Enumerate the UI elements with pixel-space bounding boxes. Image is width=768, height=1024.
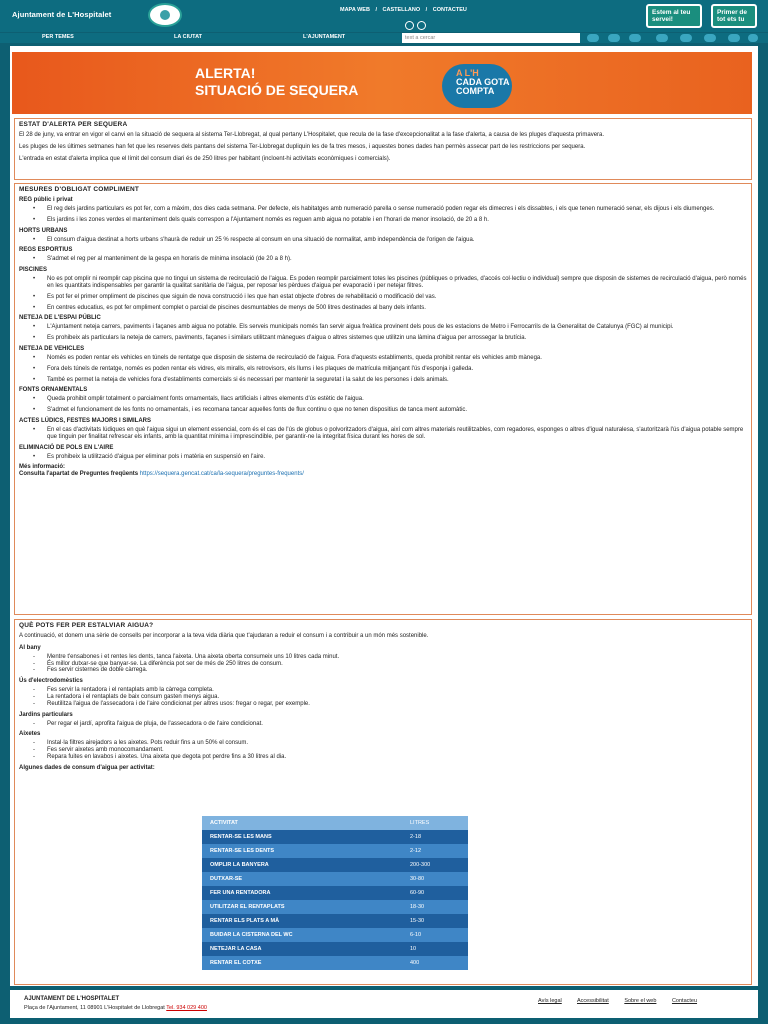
campaign-line2: CADA GOTA: [456, 77, 510, 87]
banner-line2: SITUACIÓ DE SEQUERA: [195, 82, 359, 98]
section-list: [47, 427, 747, 441]
consumption-table: [202, 816, 468, 970]
measures-box: [14, 183, 752, 615]
facebook-icon[interactable]: [405, 21, 414, 30]
alert-paragraph: El 28 de juny, va entrar en vigor el canvi en la situació de sequera al sistema Ter-Llobregat, al qual pertany L'Hospitalet, que recula de la fase d'excepcionalitat a la fase d'alerta, a causa de les pluges d'aquesta primavera.: [19, 132, 605, 138]
list-item: • El reg dels jardins particulars es pot fer, com a màxim, dos dies cada setmana. Per defecte, els habitatges amb numeració parella o sense numeració poden regar els dimecres i els dissabtes, i els que tenen numeració senar, els dijous i els diumenges.: [47, 206, 747, 213]
table-row: [202, 844, 468, 858]
about-link[interactable]: Sobre el web: [624, 998, 657, 1004]
table-row: [202, 928, 468, 942]
activity-cell: OMPLIR LA BANYERA: [210, 862, 269, 868]
tips-list: [15, 645, 751, 761]
activity-cell: FER UNA RENTADORA: [210, 890, 271, 896]
table-row: [202, 830, 468, 844]
litres-cell: 2-12: [410, 848, 422, 854]
list-item: - Fes servir la rentadora i el rentaplats amb la càrrega completa.: [47, 687, 747, 694]
section-list: [47, 206, 747, 224]
section-list: [47, 654, 747, 674]
alert-paragraph: Les pluges de les últimes setmanes han fet que les reserves dels pantans del sistema Ter-Llobregat dupliquin les de fa tres mesos, i aquestes bones dades han permès assecar part de les restriccions per sequera.: [19, 143, 586, 150]
site-logo[interactable]: Ajuntament de L'Hospitalet: [12, 10, 112, 19]
x-icon[interactable]: [417, 21, 426, 30]
list-item: - Instal·la filtres airejadors a les aixetes. Pots reduir fins a un 50% el consum.: [47, 740, 747, 747]
litres-cell: 60-90: [410, 890, 425, 896]
table-row: [202, 872, 468, 886]
litres-cell: 18-30: [410, 904, 425, 910]
litres-cell: 2-18: [410, 834, 422, 840]
activity-cell: ACTIVITAT: [210, 820, 238, 826]
alert-title: ESTAT D'ALERTA PER SEQUERA: [19, 121, 128, 128]
litres-cell: 6-10: [410, 932, 422, 938]
list-item: • En el cas d'activitats lúdiques en què l'aigua sigui un element essencial, com és el cas de l'ús de globus o polvoritzadors d'aigua, així com altres materials reutilitzables, com regadores, esponges o altres d'igual naturalesa, s'autoritzarà l'ús d'aigua potable sempre que tinguin per finalitat refrescar els infants, amb la quantitat mínima i imprescindible, per garantir-ne la integritat física durant les hores de sol.: [47, 427, 747, 441]
table-row: [202, 886, 468, 900]
list-item: • Es prohibeix la utilització d'aigua per eliminar pols i matèria en suspensió en l'aire.: [47, 454, 747, 461]
section-heading: Jardins particulars: [19, 711, 73, 718]
nav-per-temes[interactable]: PER TEMES: [42, 34, 74, 40]
section-list: [47, 324, 747, 342]
footer-links: [538, 998, 711, 1004]
banner-line1: ALERTA!: [195, 65, 256, 81]
list-item: • S'admet el funcionament de les fonts no ornamentals, i es recomana tancar aquelles fonts de flux continu o que no tenen dispositius de tanca ment automàtic.: [47, 407, 747, 414]
accessibility-icon[interactable]: [629, 34, 641, 42]
bus-icon[interactable]: [656, 34, 668, 42]
section-list: [47, 355, 747, 383]
section-heading: Aixetes: [19, 731, 41, 738]
section-heading: NETEJA DE VEHICLES: [19, 345, 85, 352]
contact-link[interactable]: CONTACTEU: [432, 7, 467, 13]
bike-icon[interactable]: [704, 34, 716, 42]
list-item: • Queda prohibit omplir totalment o parcialment fonts ornamentals, llacs artificials i altres elements d'ús estètic de l'aigua.: [47, 396, 747, 403]
table-row: [202, 900, 468, 914]
list-item: • L'Ajuntament neteja carrers, paviments i façanes amb aigua no potable. Els serveis municipals només fan servir aigua freàtica provinent dels pous de les estacions de Metro i Ferrocarrils de la Generalitat de Catalunya (FGC) al municipi.: [47, 324, 747, 331]
map-link[interactable]: MAPA WEB: [340, 7, 370, 13]
section-list: [47, 721, 747, 728]
litres-cell: 200-300: [410, 862, 431, 868]
accessibility-link[interactable]: Accessibilitat: [576, 998, 609, 1004]
list-item: • Es prohibeix als particulars la neteja de carrers, paviments, façanes i similars utilitzant mànegues d'aigua o altres sistemes que utilitzin una làmina d'aigua per arrossegar la brutícia.: [47, 335, 747, 342]
list-item: • En centres educatius, es pot fer ompliment complet o parcial de piscines desmuntables de menys de 500 litres destinades al bany dels infants.: [47, 305, 747, 312]
search-input[interactable]: text a cercar: [402, 33, 580, 43]
more-info-text: Consulta l'apartat de Preguntes freqüents: [19, 471, 139, 478]
service-badge[interactable]: Estem al teu servei!: [646, 4, 702, 28]
section-list: [47, 237, 747, 244]
section-heading: FONTS ORNAMENTALS: [19, 387, 88, 394]
section-heading: REG públic i privat: [19, 197, 73, 203]
nav-la-ciutat[interactable]: LA CIUTAT: [174, 34, 203, 40]
activity-cell: RENTAR-SE LES DENTS: [210, 848, 275, 854]
more-info-label: Més informació:: [19, 464, 66, 471]
measures-list: [15, 197, 751, 460]
litres-cell: 400: [410, 960, 420, 966]
nav-ajuntament[interactable]: L'AJUNTAMENT: [303, 34, 346, 40]
activity-cell: DUTXAR-SE: [210, 876, 243, 882]
alert-paragraph: L'entrada en estat d'alerta implica que el límit del consum diari és de 250 litres per habitant (incloent-hi activitats econòmiques i comercials).: [19, 155, 391, 162]
main-nav: [0, 33, 768, 43]
list-item: - Per regar el jardí, aprofita l'aigua de pluja, de l'assecadora o de l'aire condicionat.: [47, 721, 747, 728]
search-icon[interactable]: [587, 34, 599, 42]
list-item: • Fora dels túnels de rentatge, només es poden rentar els vidres, els miralls, els retrovisors, els llums i les plaques de matrícula mitjançant l'ús d'esponja i galleda.: [47, 366, 747, 373]
measures-title: MESURES D'OBLIGAT COMPLIMENT: [19, 186, 140, 193]
footer-phone[interactable]: Tel. 934 029 400: [166, 1005, 207, 1011]
table-intro: Algunes dades de consum d'aigua per activitat:: [19, 764, 155, 771]
campaign-line1: A L'H: [456, 68, 479, 78]
list-item: • Es pot fer el primer ompliment de piscines que siguin de nova construcció i les que han estat objecte d'obres de rehabilitació o modificació del vas.: [47, 294, 747, 301]
faq-link[interactable]: https://sequera.gencat.cat/ca/la-sequera/preguntes-frequents/: [139, 471, 304, 478]
contact-footer-link[interactable]: Contacteu: [671, 998, 698, 1004]
list-item: - Repara fuites en lavabos i aixetes. Una aixeta que degota pot perdre fins a 30 litres al dia.: [47, 754, 747, 761]
section-list: [47, 256, 747, 263]
list-item: - És millor dutxar-se que banyar-se. La diferència pot ser de més de 250 litres de consum.: [47, 661, 747, 668]
activity-cell: RENTAR-SE LES MANS: [210, 834, 272, 840]
table-row: [202, 914, 468, 928]
list-item: - La rentadora i el rentaplats de baix consum gasten menys aigua.: [47, 694, 747, 701]
tips-title: QUÈ POTS FER PER ESTALVIAR AIGUA?: [19, 622, 154, 629]
top-links: [340, 7, 471, 13]
more-info-line: [19, 471, 747, 478]
litres-cell: 10: [410, 946, 417, 952]
footer-address: Plaça de l'Ajuntament, 11 08901 L'Hospitalet de Llobregat: [24, 1005, 165, 1011]
castellano-link[interactable]: CASTELLANO: [382, 7, 421, 13]
legal-link[interactable]: Avís legal: [538, 998, 562, 1004]
first-badge[interactable]: Primer de tot ets tu: [711, 4, 757, 28]
table-row: [202, 858, 468, 872]
list-item: - Reutilitza l'aigua de l'assecadora i de l'aire condicionat per altres usos: fregar o regar, per exemple.: [47, 701, 747, 708]
activity-cell: UTILITZAR EL RENTAPLATS: [210, 904, 285, 910]
list-item: - Fes servir cisternes de doble càrrega.: [47, 667, 747, 674]
site-footer: [10, 990, 758, 1018]
activity-cell: RENTAR EL COTXE: [210, 960, 262, 966]
table-row: [202, 956, 468, 970]
litres-cell: 30-80: [410, 876, 425, 882]
list-item: - Mentre t'ensabones i et rentes les dents, tanca l'aixeta. Una aixeta oberta consumeix uns 10 litres cada minut.: [47, 654, 747, 661]
separator: /: [375, 7, 378, 13]
pin-icon[interactable]: [728, 34, 740, 42]
litres-cell: 15-30: [410, 918, 425, 924]
table-row: [202, 942, 468, 956]
section-heading: REGS ESPORTIUS: [19, 247, 73, 254]
campaign-logo: [442, 64, 512, 108]
section-list: [47, 740, 747, 760]
section-list: [47, 396, 747, 414]
alert-box: [14, 118, 752, 180]
list-item: • Només es poden rentar els vehicles en túnels de rentatge que disposin de sistema de recirculació de l'aigua. Fora d'aquests establiments, queda prohibit rentar els vehicles amb mànega.: [47, 355, 747, 362]
footer-name: AJUNTAMENT DE L'HOSPITALET: [24, 996, 120, 1002]
section-heading: NETEJA DE L'ESPAI PÚBLIC: [19, 315, 101, 322]
car-icon[interactable]: [680, 34, 692, 42]
list-item: • Els jardins i les zones verdes el manteniment dels quals correspon a l'Ajuntament només es reguen amb aigua no potable i en l'horari de menor insolació, de 20 a 8 h.: [47, 217, 747, 224]
view-icon[interactable]: [608, 34, 620, 42]
section-list: [47, 276, 747, 311]
section-list: [47, 454, 747, 461]
grid-icon[interactable]: [748, 34, 758, 42]
drought-banner: [12, 52, 752, 114]
crest-icon: [148, 3, 182, 27]
section-heading: HORTS URBANS: [19, 227, 68, 234]
activity-cell: NETEJAR LA CASA: [210, 946, 262, 952]
tips-intro: A continuació, et donem una sèrie de consells per incorporar a la teva vida diària que t'ajudaran a reduir el consum i a contribuir a un món més sostenible.: [19, 633, 429, 639]
site-header: [0, 0, 768, 32]
activity-cell: RENTAR ELS PLATS A MÀ: [210, 918, 280, 924]
campaign-line3: COMPTA: [456, 86, 495, 96]
list-item: - Fes servir aixetes amb monocomandament.: [47, 747, 747, 754]
list-item: • S'admet el reg per al manteniment de la gespa en horaris de mínima insolació (de 20 a 8 h).: [47, 256, 747, 263]
list-item: • No es pot omplir ni reomplir cap piscina que no tingui un sistema de recirculació de l'aigua. Es poden reomplir parcialment totes les piscines (públiques o privades, d'accés col·lectiu o individual) sempre que disposin de sistemes de recirculació d'aigua, però només en les quantitats indispensables per garantir la qualitat sanitària de l'aigua, per reposar les pèrdues d'aigua per evaporació i per netejar filtres.: [47, 276, 747, 290]
separator: /: [425, 7, 428, 13]
section-list: [47, 687, 747, 707]
list-item: • També es permet la neteja de vehicles fora d'establiments comercials si és necessari per mantenir la seguretat i la salut de les persones i dels animals.: [47, 377, 747, 384]
list-item: • El consum d'aigua destinat a horts urbans s'haurà de reduir un 25 % respecte al consum en una situació de normalitat, amb independència de l'origen de l'aigua.: [47, 237, 747, 244]
section-heading: ACTES LÚDICS, FESTES MAJORS I SIMILARS: [19, 417, 152, 424]
table-row: [202, 816, 468, 830]
section-heading: Al bany: [19, 644, 41, 651]
activity-cell: BUIDAR LA CISTERNA DEL WC: [210, 932, 293, 938]
section-heading: PISCINES: [19, 267, 48, 274]
section-heading: ELIMINACIÓ DE POLS EN L'AIRE: [19, 444, 114, 451]
footer-address-line: [24, 1005, 207, 1011]
section-heading: Ús d'electrodomèstics: [19, 678, 83, 685]
litres-cell: LITRES: [410, 820, 430, 826]
